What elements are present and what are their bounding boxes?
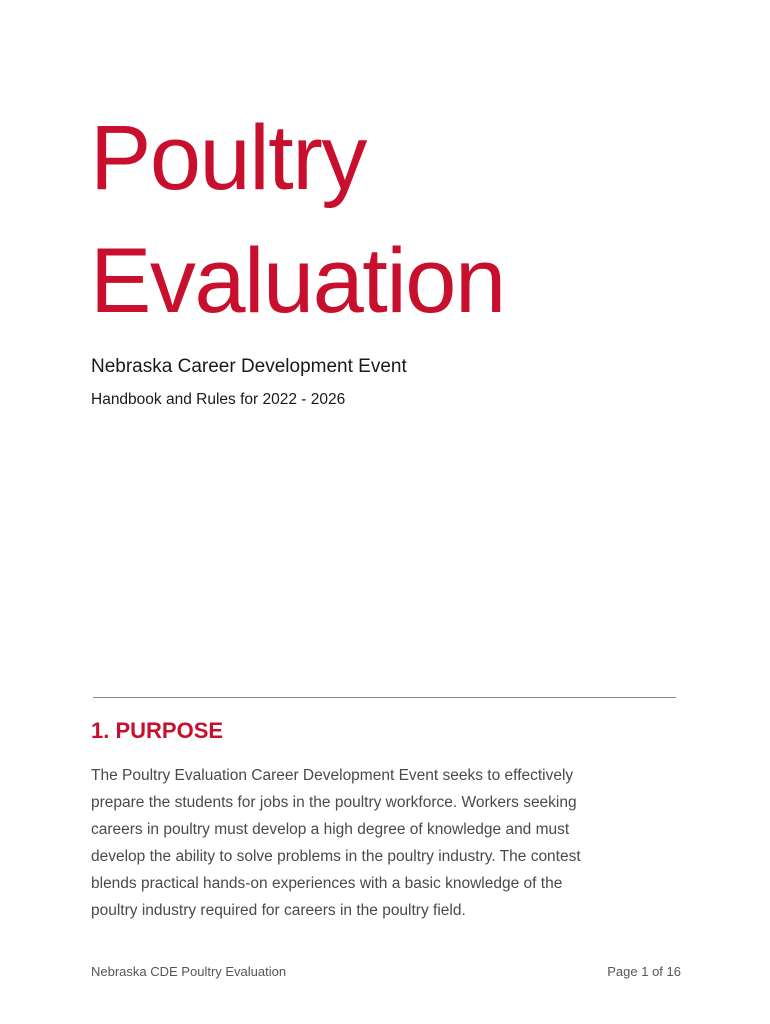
body-line: The Poultry Evaluation Career Development Event seeks to effectively [91, 767, 574, 784]
body-line: poultry industry required for careers in the poultry field. [91, 902, 466, 919]
section-body [91, 762, 681, 924]
body-line: blends practical hands-on experiences with a basic knowledge of the [91, 875, 563, 892]
footer-document-name: Nebraska CDE Poultry Evaluation [91, 964, 287, 979]
document-title-line-1: Poultry [90, 107, 366, 209]
document-subtitle: Nebraska Career Development Event [91, 356, 407, 377]
section-heading: 1. PURPOSE [91, 718, 224, 743]
section-divider [93, 697, 676, 698]
body-line: develop the ability to solve problems in the poultry industry. The contest [91, 848, 581, 865]
body-line: careers in poultry must develop a high degree of knowledge and must [91, 821, 570, 838]
document-title-line-2: Evaluation [90, 230, 505, 332]
footer-page-number: Page 1 of 16 [607, 964, 681, 979]
body-line: prepare the students for jobs in the poultry workforce. Workers seeking [91, 794, 577, 811]
document-sub-subtitle: Handbook and Rules for 2022 - 2026 [91, 391, 346, 408]
